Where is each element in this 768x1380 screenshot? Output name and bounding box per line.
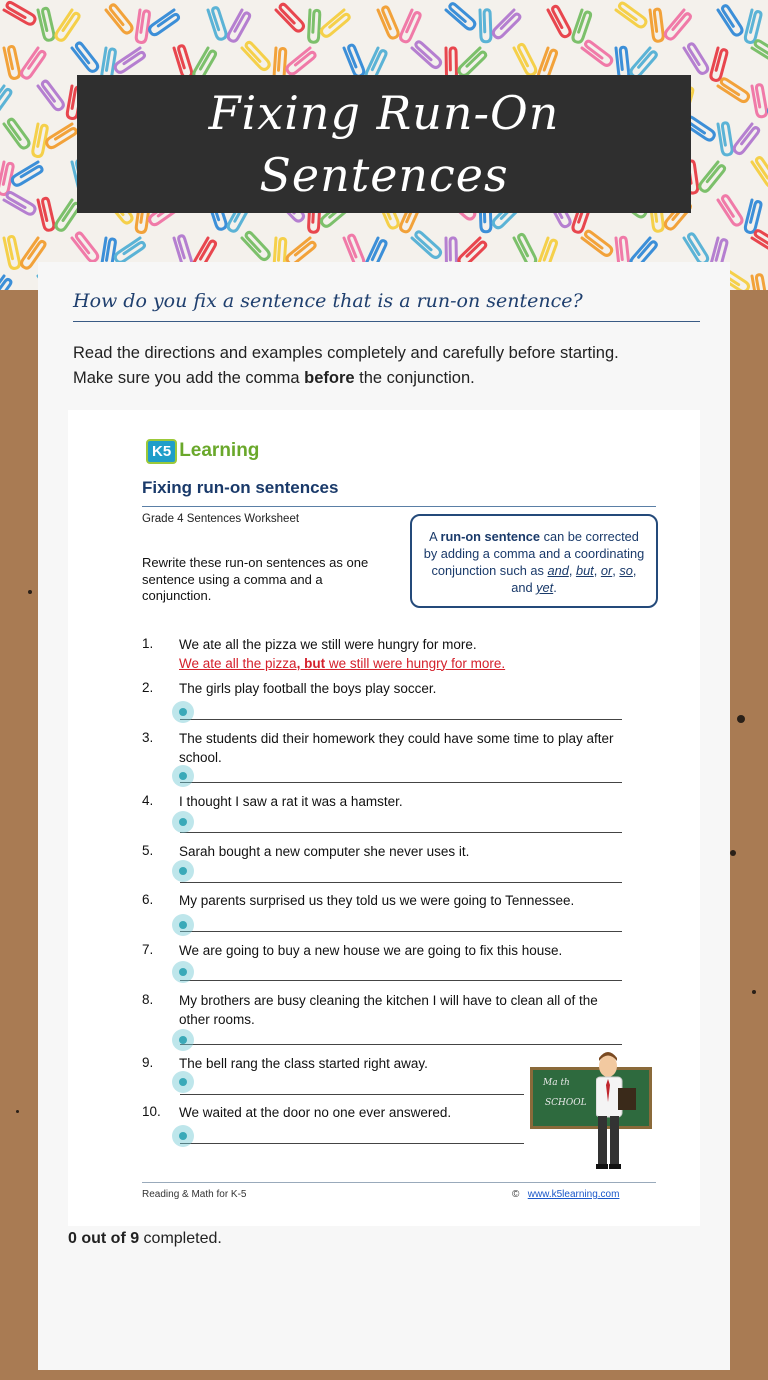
paperclip-icon (72, 232, 100, 263)
content-card (38, 262, 730, 1370)
paperclip-icon (412, 231, 442, 260)
paperclip-icon (378, 6, 400, 39)
title-banner (77, 75, 691, 213)
paperclip-icon (72, 42, 100, 73)
worksheet-instructions: Rewrite these run-on sentences as one sentence using a comma and a conjunction. (142, 555, 369, 603)
paperclip-icon (11, 162, 44, 187)
paperclip-icon (752, 156, 768, 188)
paperclip-icon (650, 9, 664, 42)
paperclip-icon (718, 195, 744, 227)
paperclip-icon (582, 230, 614, 257)
footer-right: © www.k5learning.com (512, 1189, 620, 1200)
answer-line (180, 1094, 524, 1095)
paperclip-icon (113, 48, 145, 74)
paperclip-icon (616, 2, 648, 29)
paperclip-icon (752, 230, 768, 255)
paperclip-icon (54, 10, 80, 42)
footer-left: Reading & Math for K-5 (142, 1189, 247, 1200)
answer-hotspot[interactable] (172, 961, 194, 983)
paperclip-icon (480, 10, 491, 42)
paperclip-icon (732, 124, 760, 155)
answer-hotspot[interactable] (172, 765, 194, 787)
answer-hotspot[interactable] (172, 1125, 194, 1147)
paperclip-icon (548, 5, 572, 38)
answer-line (180, 832, 622, 833)
paperclip-icon (319, 10, 350, 38)
worksheet-title: Fixing run-on sentences (142, 478, 656, 507)
answer-line (180, 1143, 524, 1144)
paperclip-icon (0, 276, 12, 290)
example-answer: We ate all the pizza, but we still were hungry for more. (179, 655, 506, 671)
worksheet-footer-rule (142, 1182, 656, 1183)
chalkboard-illustration: Ma th SCHOOL (530, 1067, 652, 1129)
paperclip-icon (514, 43, 537, 76)
worksheet-subtitle: Grade 4 Sentences Worksheet (142, 513, 300, 525)
answer-line (180, 782, 622, 783)
paperclip-icon (308, 10, 320, 42)
directions-text: Read the directions and examples completely and carefully before starting. Make sure you add the comma before the conjunction. (73, 344, 619, 387)
answer-hotspot[interactable] (172, 860, 194, 882)
paperclip-icon (718, 78, 750, 104)
answer-line (180, 719, 622, 720)
paperclip-icon (106, 4, 134, 35)
paperclip-icon (0, 86, 12, 118)
k5-learning-logo: K5 Learning (146, 434, 259, 468)
page-title: Fixing Run-On Sentences (208, 86, 560, 202)
paperclip-icon (684, 233, 709, 265)
paperclip-icon (744, 10, 761, 43)
paperclip-icon (698, 162, 726, 193)
paperclip-icon (752, 40, 768, 65)
paperclip-icon (242, 41, 271, 71)
paperclip-icon (45, 124, 77, 149)
question-heading: How do you fix a sentence that is a run-on sentence? (73, 290, 700, 322)
paperclip-icon (710, 48, 728, 81)
answer-hotspot[interactable] (172, 914, 194, 936)
paperclip-icon (20, 48, 47, 80)
paperclip-icon (136, 10, 150, 43)
paperclip-icon (412, 41, 442, 70)
paperclip-icon (276, 3, 305, 33)
teacher-illustration (596, 1052, 656, 1182)
paperclip-icon (663, 10, 691, 41)
answer-hotspot[interactable] (172, 701, 194, 723)
paperclip-icon (718, 5, 744, 37)
paperclip-icon (4, 46, 20, 79)
progress-status: 0 out of 9 completed. (68, 1230, 222, 1247)
paperclip-icon (446, 2, 477, 31)
answer-line (180, 1044, 622, 1045)
paperclip-icon (38, 80, 65, 112)
paperclip-icon (572, 10, 592, 44)
paperclip-icon (4, 236, 20, 269)
answer-hotspot[interactable] (172, 811, 194, 833)
worksheet-image: K5 Learning Fixing run-on sentences Grade 4 Sentences Worksheet Rewrite these run-on sentences as one sentence using a comma and a conjunction. A run-on sentence can be corrected by adding a comma and a coordinating conjunction such as and, but, or, so, and yet. 1. We ate all the pizza we still were hungry for more. We ate all the pizza, but we still were hungry for more. 2. The girls play football the boys play soccer. 3. The students did their homework they could have some time to play after school. 4. I thought I saw a rat it was a hamster. 5. Sarah bought a new computer she never uses it. 6. My parents surprised us they told us we were going to Tennessee. 7. We are going to buy a new house we are going to fix this house. 8. My brothers are busy cleaning the kitchen I will have to clean all of the other rooms. 9. The bell rang the class started right away. 10. We waited at the door no one ever answered. Ma th SCHOOL Reading & Math for K-5 © www.k5learning.com (68, 410, 700, 1226)
paperclip-icon (174, 45, 193, 79)
paperclip-icon (582, 40, 614, 67)
paperclip-icon (344, 44, 365, 77)
answer-line (180, 882, 622, 883)
paperclip-icon (242, 231, 271, 261)
answer-line (180, 931, 622, 932)
paperclip-icon (208, 7, 227, 41)
paperclip-icon (752, 84, 767, 117)
answer-hotspot[interactable] (172, 1071, 194, 1093)
paperclip-icon (744, 200, 761, 233)
paperclip-icon (4, 191, 37, 216)
paperclip-icon (684, 43, 709, 75)
paperclip-icon (38, 8, 55, 41)
paperclip-icon (491, 10, 521, 40)
paperclip-icon (399, 10, 421, 43)
paperclip-icon (457, 48, 487, 77)
paperclip-icon (148, 10, 180, 37)
paperclip-icon (38, 198, 55, 231)
paperclip-icon (4, 1, 37, 26)
paperclip-icon (4, 118, 31, 150)
answer-hotspot[interactable] (172, 1029, 194, 1051)
paperclip-icon (752, 274, 767, 290)
paperclip-icon (113, 238, 145, 264)
answer-line (180, 980, 622, 981)
info-box: A run-on sentence can be corrected by adding a comma and a coordinating conjunction such as and, but, or, so, and yet. (410, 514, 658, 608)
paperclip-icon (285, 48, 316, 76)
paperclip-icon (718, 122, 733, 155)
footer-link[interactable]: www.k5learning.com (527, 1189, 620, 1200)
paperclip-icon (226, 10, 250, 43)
